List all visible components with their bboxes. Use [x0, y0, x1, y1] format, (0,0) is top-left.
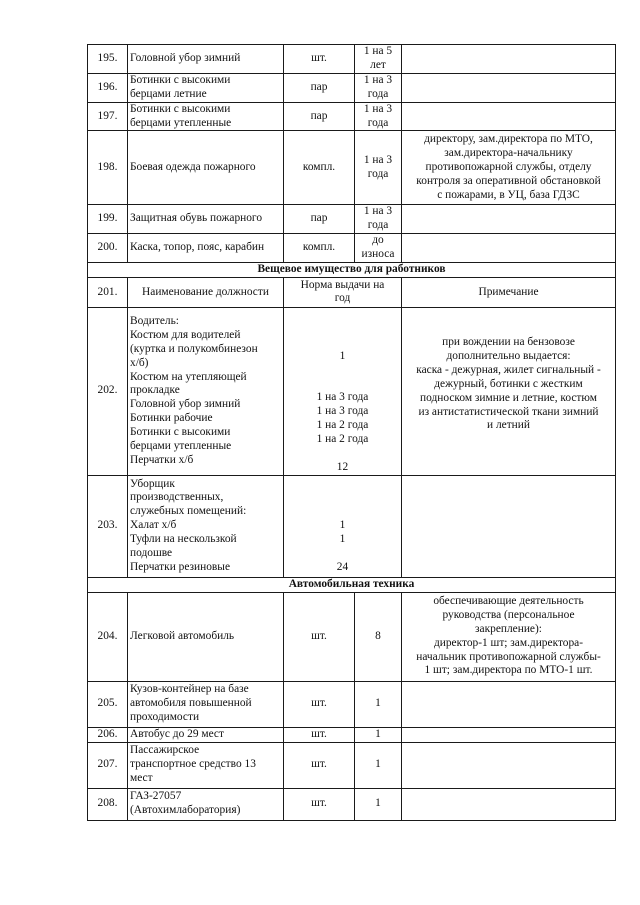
- item-note: [402, 681, 616, 727]
- row-number: 205.: [88, 681, 128, 727]
- item-unit: шт.: [284, 592, 355, 681]
- item-name: Автобус до 29 мест: [128, 727, 284, 742]
- row-number: 202.: [88, 307, 128, 475]
- table-row: [88, 131, 616, 205]
- item-unit: шт.: [284, 788, 355, 820]
- header-note: Примечание: [402, 277, 616, 307]
- header-number: 201.: [88, 277, 128, 307]
- item-quantity: 1: [355, 727, 402, 742]
- item-quantity: 8: [355, 592, 402, 681]
- item-unit: пар: [284, 102, 355, 131]
- item-norm: 1 на 5 лет: [355, 45, 402, 74]
- item-norm: 1 на 3 года: [355, 102, 402, 131]
- item-unit: пар: [284, 73, 355, 102]
- item-norm: до износа: [355, 234, 402, 263]
- row-number: 208.: [88, 788, 128, 820]
- item-quantity: 1: [355, 742, 402, 788]
- table-row: [88, 205, 616, 234]
- item-note: [402, 727, 616, 742]
- row-number: 196.: [88, 73, 128, 102]
- item-name: Ботинки с высокими берцами летние: [128, 73, 284, 102]
- item-unit: шт.: [284, 681, 355, 727]
- item-note: [402, 788, 616, 820]
- item-name: Ботинки с высокими берцами утепленные: [128, 102, 284, 131]
- section-header-row: [88, 263, 616, 278]
- section-header-row: [88, 577, 616, 592]
- item-name: ГАЗ-27057 (Автохимлаборатория): [128, 788, 284, 820]
- table-row: [88, 234, 616, 263]
- item-note: [402, 234, 616, 263]
- item-quantity: 1: [355, 788, 402, 820]
- position-norms: 1 1 на 3 года 1 на 3 года 1 на 2 года 1 на 2 года 12: [284, 307, 402, 475]
- item-note: [402, 205, 616, 234]
- item-note: обеспечивающие деятельность руководства (персональное закрепление): директор-1 шт; зам.директора- начальник противопожарной службы- 1 шт; зам.директора по МТО-1 шт.: [402, 592, 616, 681]
- document-page: [87, 44, 615, 821]
- item-name: Головной убор зимний: [128, 45, 284, 74]
- item-name: Каска, топор, пояс, карабин: [128, 234, 284, 263]
- row-number: 207.: [88, 742, 128, 788]
- table-row: [88, 475, 616, 577]
- item-note: [402, 102, 616, 131]
- table-row: [88, 592, 616, 681]
- row-number: 206.: [88, 727, 128, 742]
- item-note: [402, 742, 616, 788]
- section-title-vehicles: Автомобильная техника: [88, 577, 616, 592]
- row-number: 197.: [88, 102, 128, 131]
- table-row: [88, 681, 616, 727]
- item-norm: 1 на 3 года: [355, 73, 402, 102]
- header-position-name: Наименование должности: [128, 277, 284, 307]
- row-number: 203.: [88, 475, 128, 577]
- header-norm: Норма выдачи на год: [284, 277, 402, 307]
- table-row: [88, 73, 616, 102]
- item-name: Защитная обувь пожарного: [128, 205, 284, 234]
- table-row: [88, 45, 616, 74]
- item-norm: 1 на 3 года: [355, 205, 402, 234]
- item-name: Кузов-контейнер на базе автомобиля повышенной проходимости: [128, 681, 284, 727]
- item-name: Пассажирское транспортное средство 13 мест: [128, 742, 284, 788]
- item-unit: компл.: [284, 234, 355, 263]
- position-items: Водитель: Костюм для водителей (куртка и полукомбинезон х/б) Костюм на утепляющей прокладке Головной убор зимний Ботинки рабочие Ботинки с высокими берцами утепленные Перчатки х/б: [128, 307, 284, 475]
- row-number: 204.: [88, 592, 128, 681]
- table-row: [88, 307, 616, 475]
- item-unit: компл.: [284, 131, 355, 205]
- item-unit: шт.: [284, 742, 355, 788]
- table-row: [88, 102, 616, 131]
- item-unit: пар: [284, 205, 355, 234]
- table-row: [88, 788, 616, 820]
- position-note: при вождении на бензовозе дополнительно выдается: каска - дежурная, жилет сигнальный - дежурный, ботинки с жестким подноском зимние и летние, костюм из антистатистической ткани зимний и летний: [402, 307, 616, 475]
- row-number: 195.: [88, 45, 128, 74]
- row-number: 198.: [88, 131, 128, 205]
- item-norm: 1 на 3 года: [355, 131, 402, 205]
- table-row: [88, 727, 616, 742]
- row-number: 199.: [88, 205, 128, 234]
- item-quantity: 1: [355, 681, 402, 727]
- position-items: Уборщик производственных, служебных помещений: Халат х/б Туфли на нескользкой подошве Перчатки резиновые: [128, 475, 284, 577]
- table-row: [88, 742, 616, 788]
- position-norms: 1 1 24: [284, 475, 402, 577]
- item-note: [402, 73, 616, 102]
- item-name: Легковой автомобиль: [128, 592, 284, 681]
- section-title-workers: Вещевое имущество для работников: [88, 263, 616, 278]
- item-name: Боевая одежда пожарного: [128, 131, 284, 205]
- column-header-row: [88, 277, 616, 307]
- item-unit: шт.: [284, 727, 355, 742]
- norms-table: [87, 44, 616, 821]
- position-note: [402, 475, 616, 577]
- item-unit: шт.: [284, 45, 355, 74]
- item-note: директору, зам.директора по МТО, зам.директора-начальнику противопожарной службы, отделу контроля за оперативной обстановкой с пожарами, в УЦ, база ГДЗС: [402, 131, 616, 205]
- row-number: 200.: [88, 234, 128, 263]
- item-note: [402, 45, 616, 74]
